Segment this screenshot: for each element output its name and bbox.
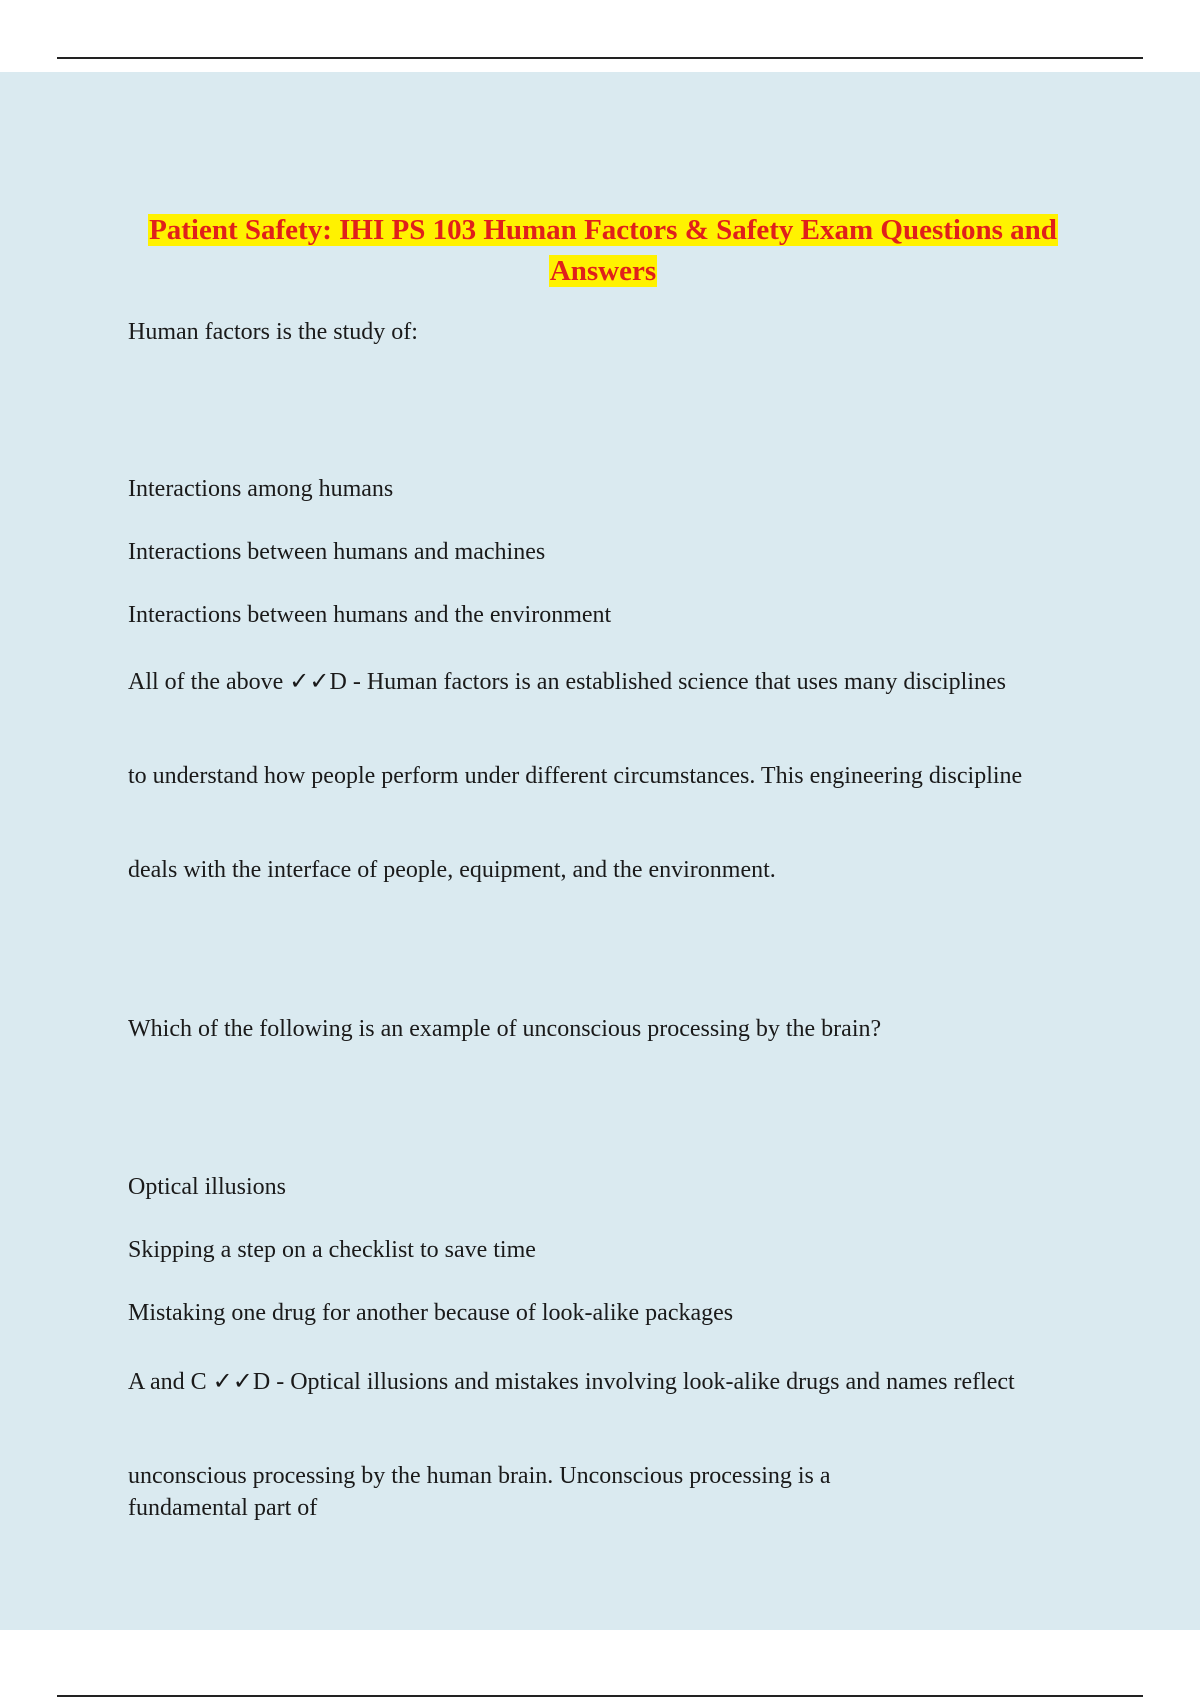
bottom-rule <box>57 1695 1143 1697</box>
question-1-answer-line-3: deals with the interface of people, equipment, and the environment. <box>128 857 776 883</box>
document-title: Patient Safety: IHI PS 103 Human Factors & Safety Exam Questions and Answers <box>149 214 1057 287</box>
question-1-option-c: Interactions between humans and the environment <box>128 602 612 628</box>
question-1-answer-line-1: All of the above ✓✓D - Human factors is an established science that uses many disciplines <box>128 669 1006 695</box>
question-1-answer-line-2: to understand how people perform under different circumstances. This engineering discipline <box>128 763 1023 789</box>
question-2-option-b: Skipping a step on a checklist to save time <box>128 1237 536 1263</box>
document-page <box>0 72 1200 1630</box>
top-rule <box>57 57 1143 59</box>
question-2-text: Which of the following is an example of unconscious processing by the brain? <box>128 1016 882 1042</box>
title-block <box>128 212 1078 294</box>
question-2-answer-line-1: A and C ✓✓D - Optical illusions and mistakes involving look-alike drugs and names reflect <box>128 1369 1015 1395</box>
question-2-option-c: Mistaking one drug for another because of look-alike packages <box>128 1300 734 1326</box>
question-2-answer-line-2: unconscious processing by the human brain. Unconscious processing is a fundamental part of <box>128 1463 831 1521</box>
question-1-option-a: Interactions among humans <box>128 476 394 502</box>
question-2-option-a: Optical illusions <box>128 1174 286 1200</box>
question-1-option-b: Interactions between humans and machines <box>128 539 546 565</box>
question-1-text: Human factors is the study of: <box>128 319 418 345</box>
